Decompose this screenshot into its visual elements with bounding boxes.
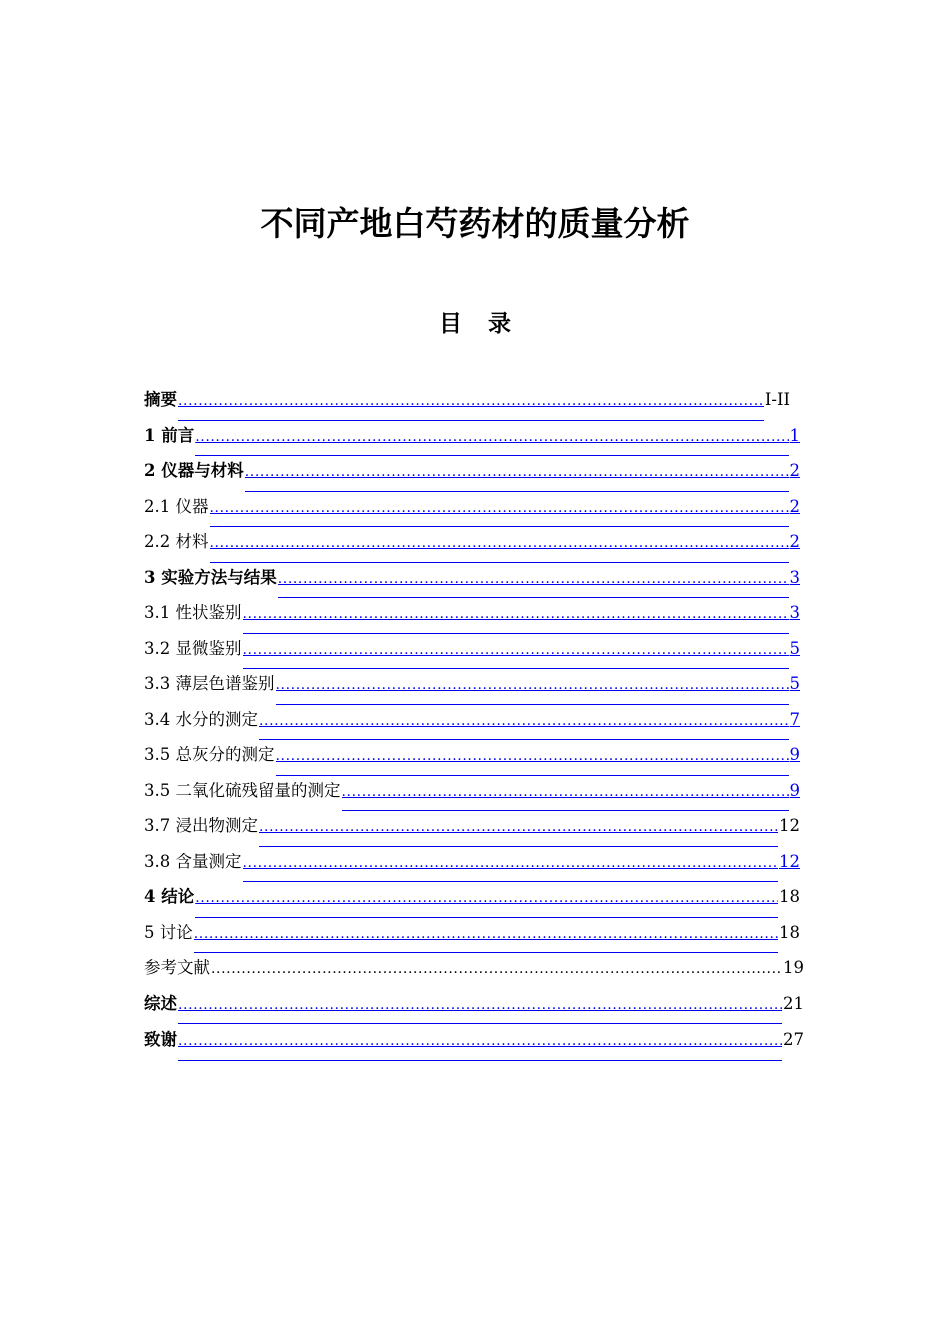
toc-entry-label: 3.1 性状鉴别: [144, 603, 242, 622]
toc-entry-page[interactable]: 9: [789, 780, 800, 800]
toc-dot-leader[interactable]: [195, 418, 788, 457]
toc-dot-leader[interactable]: [243, 844, 779, 883]
toc-dot-leader[interactable]: [278, 560, 789, 599]
toc-entry-label: 2 仪器与材料: [144, 461, 244, 480]
toc-entry-tlc-identification[interactable]: [144, 666, 804, 702]
toc-entry-page: 18: [779, 887, 800, 906]
toc-entry-page: 18: [779, 922, 800, 942]
toc-entry-page[interactable]: 5: [789, 638, 800, 658]
toc-entry-label: 4 结论: [144, 887, 195, 906]
toc-entry-label: 3.3 薄层色谱鉴别: [144, 674, 275, 693]
toc-dot-leader[interactable]: [276, 737, 789, 776]
toc-entry-label: 3.4 水分的测定: [144, 709, 258, 729]
table-of-contents: [144, 382, 804, 1058]
toc-entry-moisture[interactable]: [144, 702, 804, 738]
toc-entry-review[interactable]: [144, 986, 804, 1023]
toc-entry-page[interactable]: 7: [789, 709, 800, 729]
toc-entry-page[interactable]: 9: [789, 745, 800, 764]
toc-entry-label: 参考文献: [144, 958, 210, 977]
toc-dot-leader[interactable]: [210, 524, 789, 563]
toc-dot-leader[interactable]: [210, 489, 789, 528]
toc-dot-leader[interactable]: [259, 808, 778, 847]
toc-heading-left: 目: [439, 311, 462, 337]
toc-entry-label: 综述: [144, 993, 177, 1013]
toc-entry-microscopic-identification[interactable]: [144, 631, 804, 667]
toc-entry-page[interactable]: 12: [779, 851, 800, 871]
toc-entry-extractives[interactable]: [144, 808, 804, 844]
toc-entry-label: 3.8 含量测定: [144, 851, 242, 871]
toc-dot-leader[interactable]: [245, 453, 789, 492]
toc-entry-label: 摘要: [144, 390, 177, 409]
toc-dot-leader[interactable]: [178, 382, 764, 421]
toc-entry-page[interactable]: 3: [789, 567, 800, 587]
toc-dot-leader[interactable]: [243, 595, 789, 634]
toc-entry-discussion[interactable]: [144, 915, 804, 951]
toc-entry-label: 2.1 仪器: [144, 496, 209, 516]
toc-entry-page: I-II: [764, 390, 790, 409]
toc-entry-abstract[interactable]: [144, 382, 804, 418]
document-title: 不同产地白芍药材的质量分析: [260, 204, 690, 243]
toc-entry-label: 3.5 总灰分的测定: [144, 745, 275, 764]
toc-entry-page: 27: [783, 1030, 804, 1049]
toc-entry-sulfur-dioxide[interactable]: [144, 773, 804, 809]
toc-entry-page: 21: [783, 993, 804, 1013]
toc-entry-page[interactable]: 5: [789, 674, 800, 693]
toc-dot-leader[interactable]: [178, 986, 782, 1025]
toc-entry-page[interactable]: 1: [789, 425, 800, 445]
toc-dot-leader[interactable]: [178, 1022, 782, 1061]
toc-entry-total-ash[interactable]: [144, 737, 804, 773]
toc-entry-page: 12: [779, 816, 800, 835]
toc-entry-page[interactable]: 2: [789, 461, 800, 480]
toc-entry-instruments[interactable]: [144, 489, 804, 525]
toc-entry-label: 2.2 材料: [144, 532, 209, 551]
toc-dot-leader[interactable]: [276, 666, 789, 705]
toc-heading: [0, 306, 950, 342]
toc-entry-label: 3 实验方法与结果: [144, 567, 277, 587]
toc-entry-label: 1 前言: [144, 425, 195, 445]
toc-entry-assay[interactable]: [144, 844, 804, 880]
toc-dot-leader[interactable]: [259, 702, 789, 741]
toc-dot-leader[interactable]: [342, 773, 789, 812]
toc-entry-label: 3.7 浸出物测定: [144, 816, 258, 835]
toc-entry-references: [144, 950, 804, 986]
toc-dot-leader[interactable]: [243, 631, 789, 670]
toc-entry-page[interactable]: 3: [789, 603, 800, 622]
toc-entry-conclusion[interactable]: [144, 879, 804, 915]
toc-entry-methods-results[interactable]: [144, 560, 804, 596]
toc-entry-materials[interactable]: [144, 524, 804, 560]
toc-entry-label: 5 讨论: [144, 922, 193, 942]
toc-entry-page[interactable]: 2: [789, 496, 800, 516]
toc-entry-label: 致谢: [144, 1030, 177, 1049]
toc-entry-acknowledgements[interactable]: [144, 1022, 804, 1058]
toc-dot-leader: [211, 950, 782, 988]
toc-dot-leader[interactable]: [194, 915, 778, 954]
toc-entry-page: 19: [783, 958, 804, 977]
toc-dot-leader[interactable]: [195, 879, 778, 918]
toc-entry-instruments-materials[interactable]: [144, 453, 804, 489]
toc-heading-right: 录: [488, 311, 511, 337]
toc-entry-introduction[interactable]: [144, 418, 804, 454]
toc-entry-label: 3.5 二氧化硫残留量的测定: [144, 780, 341, 800]
toc-entry-page[interactable]: 2: [789, 532, 800, 551]
toc-entry-character-identification[interactable]: [144, 595, 804, 631]
toc-entry-label: 3.2 显微鉴别: [144, 638, 242, 658]
